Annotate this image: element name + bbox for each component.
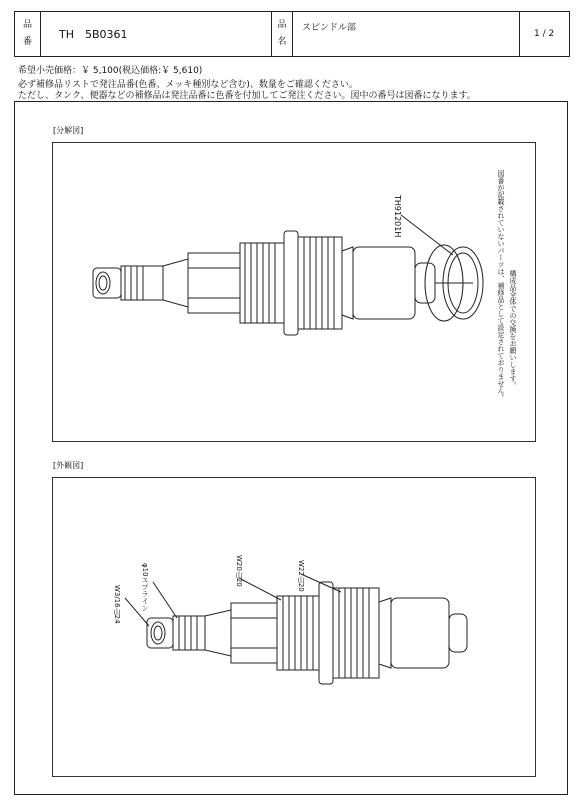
part-number: TH 5B0361 xyxy=(59,28,128,41)
price-line: 希望小売価格：￥ 5,100(税込価格:￥ 5,610) xyxy=(18,66,203,76)
thread-large xyxy=(298,237,342,329)
exploded-drawing xyxy=(53,143,535,441)
note-line-1: 必ず補修品リストで発注品番(色番、メッキ種別など含む)、数量をご確認ください。 xyxy=(18,80,358,90)
name-label-1: 品 xyxy=(277,20,287,30)
spindle-hole xyxy=(96,272,110,294)
external-caption: [外観図] xyxy=(53,461,84,470)
label-thread-large: W22山20 xyxy=(297,560,305,592)
page-indicator: 1 / 2 xyxy=(534,29,555,39)
header-table xyxy=(14,11,570,57)
ext-end-cap xyxy=(449,614,467,652)
part-no-cell xyxy=(41,12,272,56)
external-view-panel xyxy=(52,477,536,777)
label-thread-mid: W20山20 xyxy=(235,555,243,587)
ext-hex xyxy=(231,603,277,663)
external-drawing xyxy=(53,478,535,776)
name-cell xyxy=(293,12,520,56)
page-cell xyxy=(520,12,569,56)
exploded-part-label: TH91201H xyxy=(393,195,402,238)
hex-nut xyxy=(188,253,240,313)
flange xyxy=(284,231,298,335)
ext-flange xyxy=(319,582,333,684)
part-name: スピンドル部 xyxy=(302,23,357,33)
valve-body xyxy=(353,247,415,319)
part-no-label-1: 品 xyxy=(22,20,32,30)
part-no-label-cell xyxy=(15,12,41,56)
part-no-label-2: 番 xyxy=(22,37,32,47)
note-line-2: ただし、タンク、便器などの補修品は発注品番に色番を付加してご発注ください。図中の番号は図番になります。 xyxy=(18,91,476,101)
thread-mid xyxy=(240,243,284,323)
name-label-cell xyxy=(272,12,293,56)
label-spline: φ10スプライン xyxy=(141,563,149,612)
exploded-side-note-2: 構成品全体での交換をお願いします。 xyxy=(509,270,517,389)
ext-thread-large xyxy=(333,588,379,678)
ext-spline xyxy=(173,616,205,650)
exploded-caption: [分解図] xyxy=(53,126,84,135)
spline-shaft xyxy=(121,266,163,300)
label-thread-small: W3/16山24 xyxy=(113,585,121,624)
exploded-side-note-1: 図番が記載されていないパーツは、補修品として設定されておりません。 xyxy=(497,170,505,401)
name-label-2: 名 xyxy=(277,37,287,47)
ext-body xyxy=(391,598,449,668)
exploded-view-panel xyxy=(52,142,536,442)
